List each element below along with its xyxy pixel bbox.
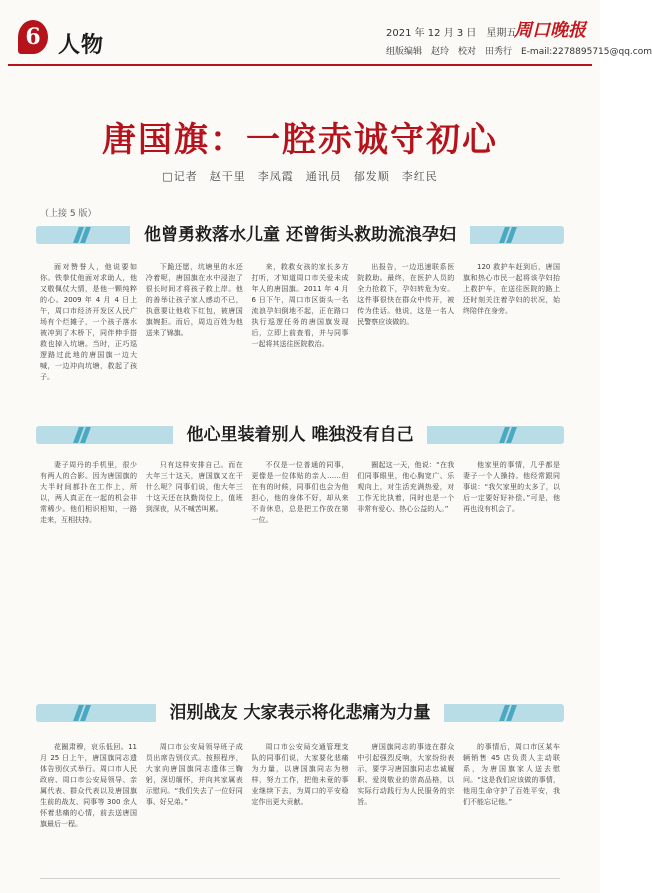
issue-date: 2021 年 12 月 3 日 星期五 bbox=[386, 28, 517, 39]
page-number-badge: 6 bbox=[18, 20, 48, 54]
page-header bbox=[8, 6, 652, 66]
text-column: 妻子周丹的手机里，很少有两人的合影。因为唐国旗的大半时间都扑在工作上，所以，两人真正在一起的机会非常稀少。他们相识相知，一路走来，互相扶持。 bbox=[40, 461, 137, 524]
text-column: 下跪还愿，坑塘里的水还冷着呢，唐国旗在水中浸泡了很长时间才将孩子救上岸。他的善举让孩子家人感动不已，执意要让他收下红包，被唐国旗婉拒。而后，周边百姓为他送来了锦旗。 bbox=[145, 263, 243, 337]
text-column: 的事情后，周口市区某车辆销售 45 店负责人主动联系，为唐国旗家人送去慰问。“这是我们应该做的事情，他用生命守护了百姓平安，我们不能忘记他。” bbox=[463, 743, 560, 806]
editors-contact: 组版编辑 赵玲 校对 田秀行 E-mail:2278895715@qq.com bbox=[386, 47, 652, 57]
text-column: 周口市公安局领导班子成员出席告别仪式。按照程序，大家向唐国旗同志遗体三鞠躬，深切缅怀，并向其家属表示慰问。“我们失去了一位好同事、好兄弟。” bbox=[145, 743, 243, 806]
text-column: 他家里的事情，几乎都是妻子一个人操持。他经常跟同事说：“我欠家里的太多了，以后一定要好好补偿。”可是，他再也没有机会了。 bbox=[463, 461, 560, 513]
text-column: 圈起这一天，他说：“在我们同事眼里，他心胸宽广、乐观向上，对生活充满热爱，对工作无比执着，同时也是一个非常有爱心、热心公益的人。” bbox=[357, 461, 455, 513]
header-right bbox=[386, 14, 652, 62]
section-body-1 bbox=[40, 262, 560, 412]
header-divider bbox=[8, 64, 592, 66]
text-column: 出报告，一边迅速联系医院救助。最终，在医护人员的全力抢救下，孕妇转危为安。这件事很快在群众中传开，被传为佳话。他说，这是一名人民警察应该做的。 bbox=[357, 263, 455, 326]
text-column: 120 救护车赶到后，唐国旗和热心市民一起将该孕妇抬上救护车，在送往医院的路上还时刻关注着孕妇的状况，始终陪伴在身旁。 bbox=[463, 263, 560, 315]
text-column: 唐国旗同志的事迹在群众中引起强烈反响，大家纷纷表示，要学习唐国旗同志忠诚履职、爱岗敬业的崇高品格，以实际行动践行为人民服务的宗旨。 bbox=[357, 743, 455, 806]
footer-divider bbox=[40, 878, 560, 879]
section-heading: 泪别战友 大家表示将化悲痛为力量 bbox=[36, 698, 564, 723]
text-column: 来，救救女孩的家长多方打听，才知道周口市关爱未成年人的唐国旗。2011 年 4 月 6 日下午，周口市区街头一名流浪孕妇倒地不起，正在路口执行巡逻任务的唐国旗发现后，立即上前查看，并与同事一起将其送往医院救治。 bbox=[251, 263, 349, 348]
article-byline: □记者 赵干里 李凤霞 通讯员 郁发顺 李红民 bbox=[162, 170, 438, 183]
text-column: 花圈肃穆，哀乐低回。11 月 25 日上午，唐国旗同志遗体告别仪式举行。周口市人民政府、周口市公安局领导、亲属代表、群众代表以及唐国旗生前的战友、同事等 300 余人怀着悲痛的心情，前去送唐国旗最后一程。 bbox=[40, 743, 137, 828]
text-column: 只有这样安排自己。而在大年三十这天，唐国旗又在干什么呢？同事们说，他大年三十这天还在执勤岗位上，值班到深夜，从不喊苦叫累。 bbox=[145, 461, 243, 513]
section-banner-2 bbox=[36, 418, 564, 452]
section-body-3 bbox=[40, 742, 560, 874]
section-banner-3 bbox=[36, 696, 564, 730]
text-column: 不仅是一位普通的同事，更像是一位体贴的亲人……但在有的时候，同事们也会为他担心，他的身体不好，却从来不肯休息，总是把工作放在第一位。 bbox=[251, 461, 349, 524]
section-heading: 他心里装着别人 唯独没有自己 bbox=[36, 420, 564, 445]
newspaper-logo: 周口晚报 bbox=[514, 20, 586, 41]
text-column: 面对赞誉人，他说要如你。铁拳仗他面对求助人，他又敬佩仗大情，是他一颗纯粹的心。2009 年 4 月 4 日上午，周口市经济开发区人民广场有个烂摊子，一个孩子落水被冲到了木桥下，同伴伸手搭救也掉入坑塘。当时，正巧巡逻路过此地的唐国旗一边大喊，一边冲向坑塘，救起了孩子。 bbox=[40, 263, 137, 381]
text-column: 周口市公安局交通管理支队的同事们说，大家要化悲痛为力量，以唐国旗同志为榜样，努力工作，把他未竟的事业继续下去，为周口的平安稳定作出更大贡献。 bbox=[251, 743, 349, 806]
continued-note: （上接 5 版） bbox=[40, 209, 97, 219]
section-body-2 bbox=[40, 460, 560, 682]
section-heading: 他曾勇救落水儿童 还曾街头救助流浪孕妇 bbox=[36, 220, 564, 245]
section-title: 人物 bbox=[58, 32, 105, 58]
article-title: 唐国旗：一腔赤诚守初心 bbox=[102, 120, 498, 160]
section-banner-1 bbox=[36, 218, 564, 252]
